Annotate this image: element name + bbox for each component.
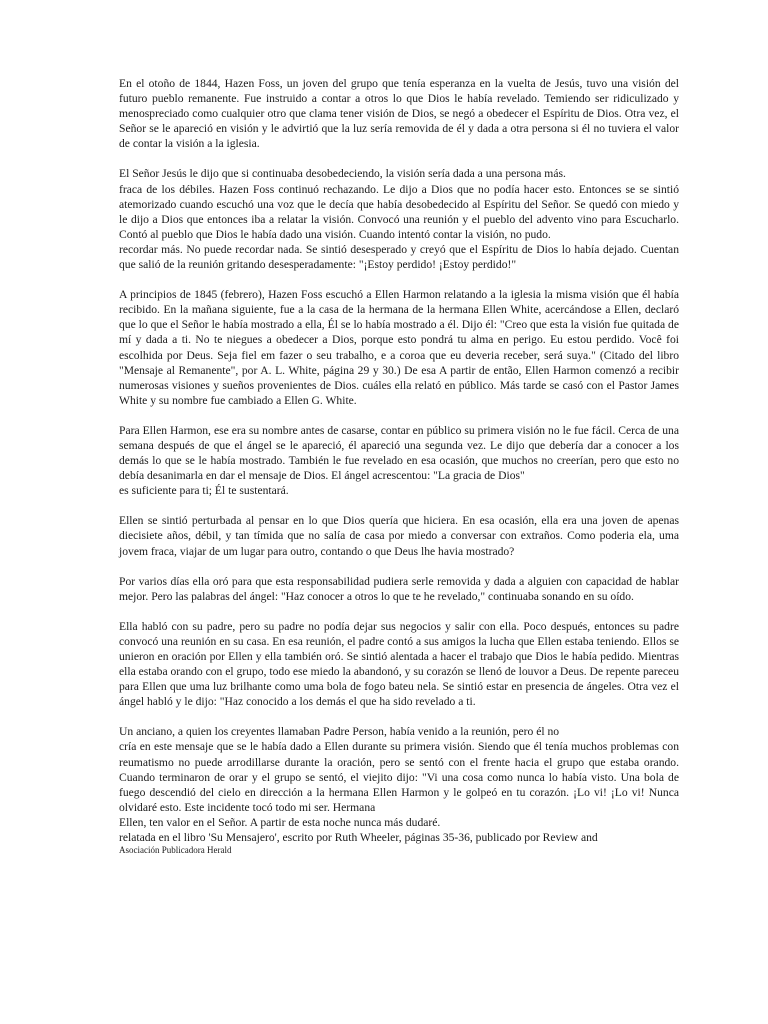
paragraph-second-appearance: Para Ellen Harmon, ese era su nombre antes de casarse, contar en público su primera visión no le fue fácil. Cerca de una semana después de que el ángel se le apareció, él apareció una segunda vez. Le dijo que debería dar a conocer a los demás lo que se le había mostrado. También le fue revelado en esa ocasión, que muchos no creerían, pero que esto no debía desanimarla en dar el mensaje de Dios. El ángel acrescentou: "La gracia de Dios" es suficiente para ti; Él te sustentará. xyxy=(119,423,679,498)
paragraph-father-meeting: Ella habló con su padre, pero su padre no podía dejar sus negocios y salir con ella. Poco después, entonces su padre convocó una reunión en su casa. En esa reunión, el padre contó a sus amigos la lucha que Ellen estaba teniendo. Ellos se unieron en oración por Ellen y ella también oró. Se sintió alentada a hacer el trabajo que Dios le había pedido. Mientras ella estaba orando con el grupo, todo ese miedo la abandonó, y su corazón se llenó de louvor a Deus. De repente pareceu para Ellen que uma luz brilhante como uma bola de fogo bateu nela. Se sintió estar en presencia de ángeles. Otra vez el ángel habló y le dijo: "Haz conocido a los demás el que ha sido revelado a ti. xyxy=(119,619,679,709)
document-page xyxy=(119,76,679,856)
paragraph-ellen-harmon-1845: A principios de 1845 (febrero), Hazen Foss escuchó a Ellen Harmon relatando a la iglesia la misma visión que él había recibido. En la mañana siguiente, fue a la casa de la hermana de la hermana Ellen White, acercándose a Ellen, declaró que lo que el Señor le había mostrado a ella, Él se lo había mostrado a él. Dijo él: "Creo que esta la visión fue quitada de mí y dada a ti. No te niegues a obedecer a Dios, porque esto pondrá tu alma en perigo. Eu estou perdido. Você foi escolhida por Deus. Seja fiel em fazer o seu trabalho, e a coroa que eu deveria receber, será suya." (Citado del libro "Mensaje al Remanente", por A. L. White, página 29 y 30.) De esa A partir de então, Ellen Harmon comenzó a recibir numerosas visiones y sueños provenientes de Dios. cuáles ella relató en público. Más tarde se casó con el Pastor James White y su nombre fue cambiado a Ellen G. White. xyxy=(119,288,679,407)
paragraph-vision-transferred: El Señor Jesús le dijo que si continuaba desobedeciendo, la visión sería dada a una persona más. fraca de los débiles. Hazen Foss continuó rechazando. Le dijo a Dios que no podía hacer esto. Entonces se se sintió atemorizado cuando escuchó una voz que le decía que había desobedecido al Espíritu del Señor. Se quedó con miedo y le dijo a Dios que entonces iba a relatar la visión. Convocó una reunión y el pueblo del advento vino para Escucharlo. Contó al pueblo que Dios le había dado una visión. Cuando intentó contar la visión, no pudo. recordar más. No puede recordar nada. Se sintió desesperado y creyó que el Espíritu de Dios lo había dejado. Cuentan que salió de la reunión gritando desesperadamente: "¡Estoy perdido! ¡Estoy perdido!" xyxy=(119,167,679,272)
paragraph-father-person: Un anciano, a quien los creyentes llamaban Padre Person, había venido a la reunión, pero él no cría en este mensaje que se le había dado a Ellen durante su primera visión. Siendo que él tenía muchos problemas con reumatismo no puede arrodillarse durante la oración, pero se sentó con el frente hacia el grupo que estaba orando. Cuando terminaron de orar y el grupo se sentó, el viejito dijo: "Vi una cosa como nunca lo había visto. Una bola de fuego descendió del cielo en dirección a la hermana Ellen Harmon y le golpeó en tu corazón. ¡Lo vi! ¡Lo vi! Nunca olvidaré esto. Este incidente tocó todo mi ser. Hermana Ellen, ten valor en el Señor. A partir de esta noche nunca más dudaré. relatada en el libro 'Su Mensajero', escrito por Ruth Wheeler, páginas 35-36, publicado por Review and xyxy=(119,725,679,845)
paragraph-ellen-troubled: Ellen se sintió perturbada al pensar en lo que Dios quería que hiciera. En esa ocasión, ella era una joven de apenas diecisiete años, débil, y tan tímida que no salía de casa por miedo a conversar con extraños. Como poderia ela, uma jovem fraca, viajar de um lugar para outro, contando o que Deus lhe havia mostrado? xyxy=(119,514,679,558)
publisher-footnote: Asociación Publicadora Herald xyxy=(119,845,232,856)
paragraph-hazen-foss-vision: En el otoño de 1844, Hazen Foss, un joven del grupo que tenía esperanza en la vuelta de Jesús, tuvo una visión del futuro pueblo remanente. Fue instruido a contar a otros lo que Dios le había revelado. Temiendo ser ridiculizado y menospreciado como cualquier otro que clama tener visión de Dios, se negó a obedecer el Espíritu de Dios. Otra vez, el Señor se le apareció en visión y le advirtió que la luz sería removida de él y dada a otra persona si él no tuviera el valor de contar la visión a la iglesia. xyxy=(119,77,679,151)
paragraph-prayer-days: Por varios días ella oró para que esta responsabilidad pudiera serle removida y dada a alguien con capacidad de hablar mejor. Pero las palabras del ángel: "Haz conocer a otros lo que te he revelado," continuaba sonando en su oído. xyxy=(119,574,679,603)
